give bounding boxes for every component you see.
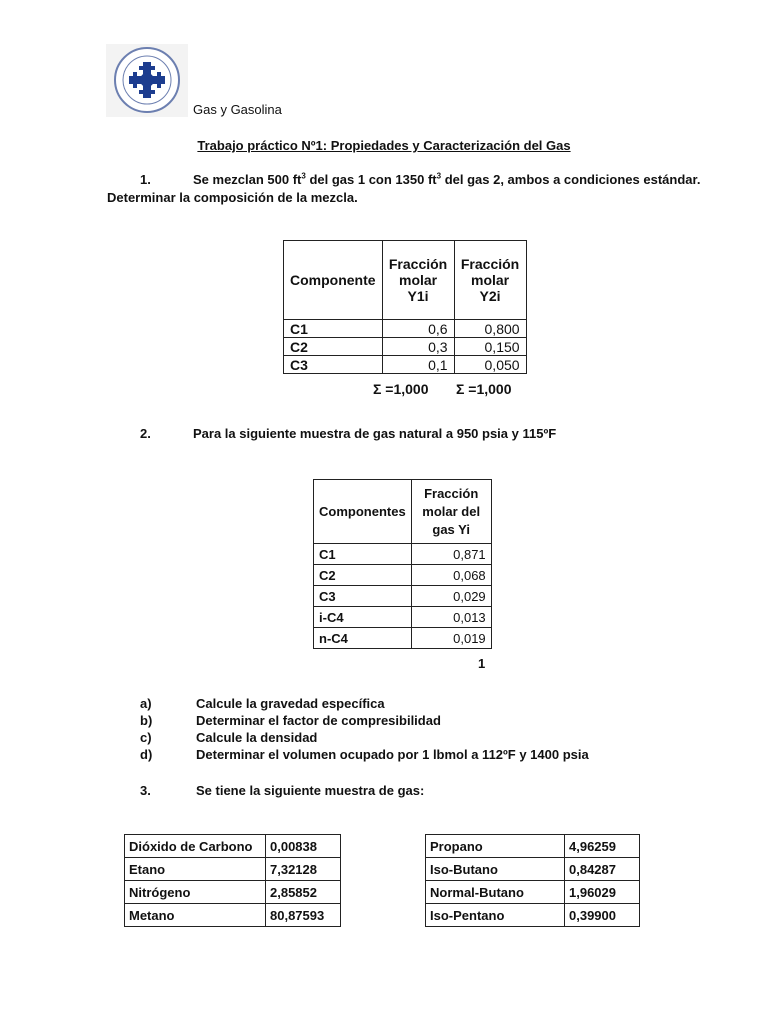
table-cell: 0,6 — [382, 320, 454, 338]
table-cell: 0,013 — [411, 607, 491, 628]
table-cell: 0,3 — [382, 338, 454, 356]
table-row — [314, 628, 492, 649]
q2-item-label: b) — [140, 713, 153, 728]
q1-sum-1: Σ =1,000 — [373, 381, 429, 397]
table-cell: Propano — [426, 835, 565, 858]
table-header: Fracción molar Y2i — [454, 241, 526, 320]
q1-number: 1. — [140, 172, 151, 187]
table-cell: C1 — [314, 544, 412, 565]
table-cell: i-C4 — [314, 607, 412, 628]
table-cell: 80,87593 — [266, 904, 341, 927]
q1-text — [193, 172, 700, 187]
table-row — [314, 544, 492, 565]
q2-number: 2. — [140, 426, 151, 441]
table-cell: C3 — [284, 356, 383, 374]
table-cell: 0,1 — [382, 356, 454, 374]
table-row — [314, 565, 492, 586]
q2-item-text: Calcule la densidad — [196, 730, 318, 745]
table-cell: 4,96259 — [565, 835, 640, 858]
q1-text-c: del gas 2, ambos a condiciones estándar. — [441, 172, 701, 187]
table-row — [125, 835, 341, 858]
table-cell: 0,00838 — [266, 835, 341, 858]
table-cell: 0,019 — [411, 628, 491, 649]
q3-table-left — [124, 834, 341, 927]
q3-text: Se tiene la siguiente muestra de gas: — [196, 783, 425, 798]
table-row — [125, 881, 341, 904]
table-cell: 0,050 — [454, 356, 526, 374]
table-row — [284, 356, 527, 374]
q2-item-label: a) — [140, 696, 152, 711]
table-row — [426, 835, 640, 858]
table-cell: Iso-Pentano — [426, 904, 565, 927]
page-title: Trabajo práctico Nº1: Propiedades y Caracterización del Gas — [197, 138, 571, 153]
q1-composition-table — [283, 240, 527, 374]
table-cell: 0,39900 — [565, 904, 640, 927]
table-cell: C2 — [284, 338, 383, 356]
table-row — [125, 904, 341, 927]
table-cell: 7,32128 — [266, 858, 341, 881]
table-cell: 2,85852 — [266, 881, 341, 904]
table-row — [426, 904, 640, 927]
q1-text-b: del gas 1 con 1350 ft — [305, 172, 437, 187]
table-row — [125, 858, 341, 881]
table-cell: C2 — [314, 565, 412, 586]
q2-gas-sample-table — [313, 479, 492, 649]
table-cell: Dióxido de Carbono — [125, 835, 266, 858]
table-cell: Nitrógeno — [125, 881, 266, 904]
table-cell: 0,068 — [411, 565, 491, 586]
q2-item-text: Determinar el volumen ocupado por 1 lbmol a 112ºF y 1400 psia — [196, 747, 589, 762]
table-cell: C3 — [314, 586, 412, 607]
table-cell: C1 — [284, 320, 383, 338]
table-row — [426, 881, 640, 904]
table-row — [284, 338, 527, 356]
table-cell: 0,150 — [454, 338, 526, 356]
table-cell: 1,96029 — [565, 881, 640, 904]
table-cell: 0,800 — [454, 320, 526, 338]
q1-sup-b: 3 — [436, 171, 442, 181]
q2-sum: 1 — [478, 656, 486, 671]
q2-item-label: c) — [140, 730, 152, 745]
q3-table-right — [425, 834, 640, 927]
q3-number: 3. — [140, 783, 151, 798]
table-row — [314, 586, 492, 607]
table-row — [284, 320, 527, 338]
table-row — [426, 858, 640, 881]
q2-item-label: d) — [140, 747, 153, 762]
q1-sum-2: Σ =1,000 — [456, 381, 512, 397]
table-cell: Metano — [125, 904, 266, 927]
table-cell: Etano — [125, 858, 266, 881]
table-cell: n-C4 — [314, 628, 412, 649]
table-header: Fracción molar Y1i — [382, 241, 454, 320]
table-cell: Normal-Butano — [426, 881, 565, 904]
q2-item-text: Calcule la gravedad específica — [196, 696, 385, 711]
q2-item-text: Determinar el factor de compresibilidad — [196, 713, 441, 728]
table-header: Componentes — [314, 480, 412, 544]
q2-text: Para la siguiente muestra de gas natural a 950 psia y 115ºF — [193, 426, 557, 441]
table-header: Componente — [284, 241, 383, 320]
table-header: Fracción molar del gas Yi — [411, 480, 491, 544]
table-cell: 0,871 — [411, 544, 491, 565]
table-cell: 0,84287 — [565, 858, 640, 881]
q1-text-a: Se mezclan 500 ft — [193, 172, 302, 187]
q1-text-continued: Determinar la composición de la mezcla. — [107, 190, 358, 205]
table-row — [314, 607, 492, 628]
table-cell: 0,029 — [411, 586, 491, 607]
table-cell: Iso-Butano — [426, 858, 565, 881]
q1-sup-a: 3 — [301, 171, 306, 181]
subject-name: Gas y Gasolina — [193, 102, 282, 117]
university-logo — [106, 44, 188, 117]
